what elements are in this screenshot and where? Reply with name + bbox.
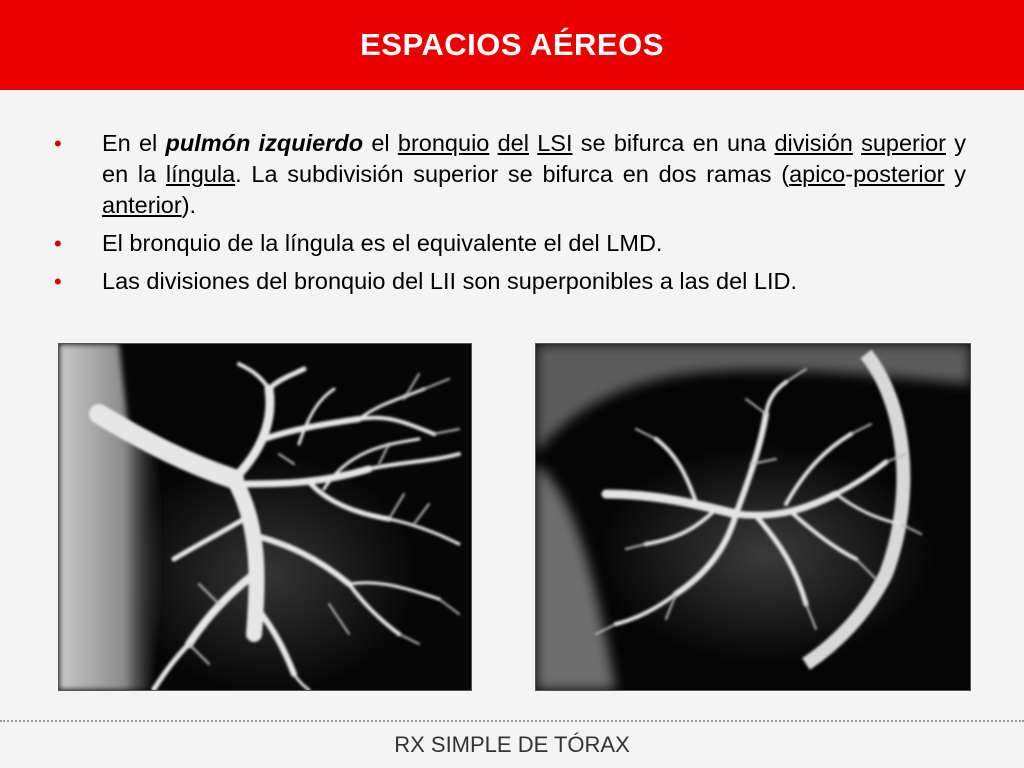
bullet-list bbox=[54, 128, 966, 304]
underlined-term: posterior bbox=[853, 161, 945, 187]
footer-caption: RX SIMPLE DE TÓRAX bbox=[394, 732, 630, 757]
underlined-term: anterior bbox=[102, 192, 182, 218]
bronchogram-image-right bbox=[535, 343, 971, 691]
bullet-text: Las divisiones del bronquio del LII son superponibles a las del LID. bbox=[102, 268, 797, 294]
bronchogram-right-figure bbox=[536, 344, 970, 690]
slide-title: ESPACIOS AÉREOS bbox=[360, 27, 664, 62]
underlined-term: apico bbox=[789, 161, 846, 187]
underlined-term: língula bbox=[165, 161, 236, 187]
bullet-item-1: • En el pulmón izquierdo el bronquio del LSI se bifurca en una división superior y en la língula. La subdivisión superior se bifurca en dos ramas (apico-posterior y anterior). bbox=[54, 130, 966, 218]
underlined-term: división bbox=[774, 130, 853, 156]
underlined-term: superior bbox=[861, 130, 946, 156]
bullet-item-2 bbox=[54, 228, 966, 259]
bullet-marker: • bbox=[54, 231, 62, 256]
underlined-term: del bbox=[497, 130, 529, 156]
emphasis-text: pulmón izquierdo bbox=[165, 130, 364, 156]
bullet-marker: • bbox=[54, 269, 62, 294]
title-bar bbox=[0, 0, 1024, 90]
bullet-marker: • bbox=[54, 131, 62, 156]
footer-divider bbox=[0, 720, 1024, 722]
bullet-text: El bronquio de la língula es el equivalente el del LMD. bbox=[102, 230, 663, 256]
bronchogram-left-figure bbox=[59, 344, 471, 690]
bronchogram-image-left bbox=[58, 343, 472, 691]
bullet-item-3 bbox=[54, 266, 966, 297]
underlined-term: LSI bbox=[537, 130, 573, 156]
underlined-term: bronquio bbox=[397, 130, 490, 156]
